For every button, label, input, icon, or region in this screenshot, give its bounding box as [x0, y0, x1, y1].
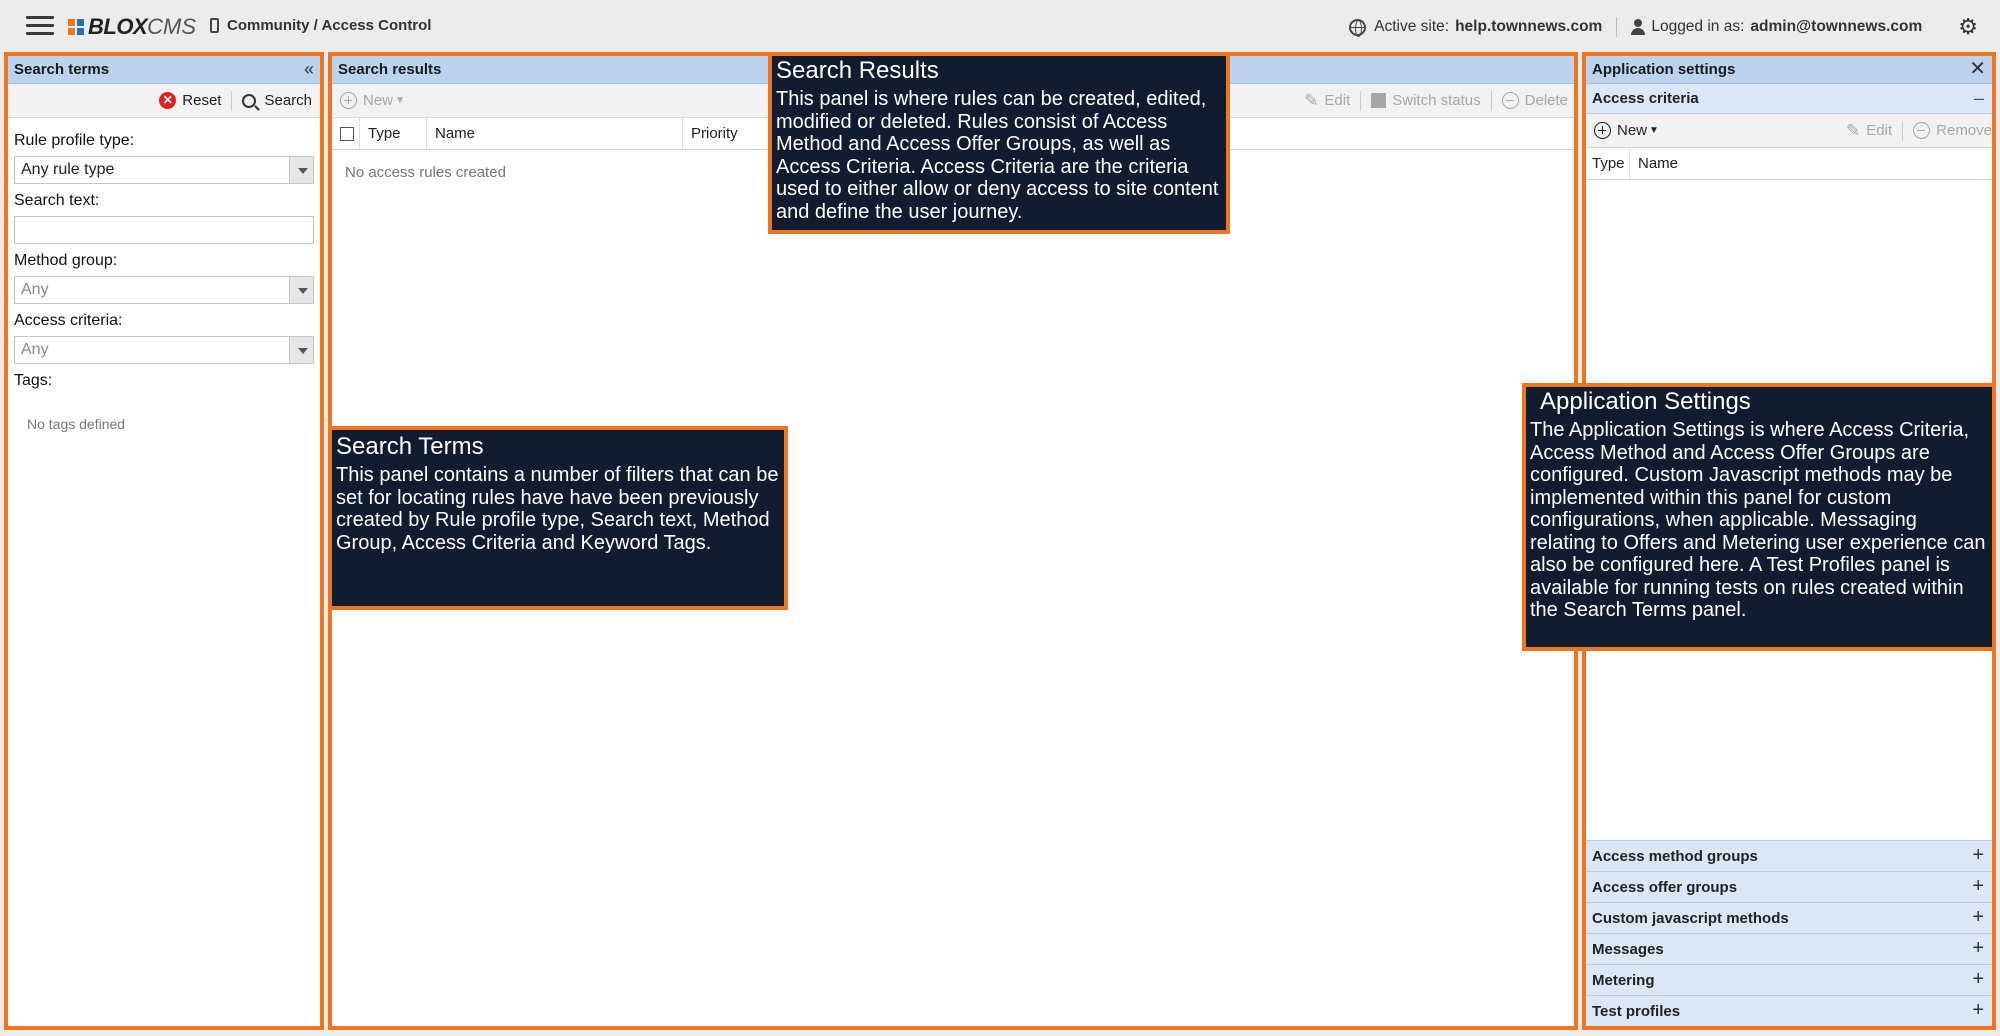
chevron-down-icon[interactable] [289, 157, 313, 183]
column-header-name[interactable]: Name [427, 118, 683, 149]
expand-icon[interactable]: + [1972, 906, 1984, 928]
access-criteria-title: Access criteria [1592, 90, 1699, 107]
expand-icon[interactable]: + [1972, 937, 1984, 959]
globe-icon [1349, 19, 1366, 36]
active-site-label: Active site: [1374, 18, 1450, 35]
search-terms-callout [328, 426, 788, 610]
access-criteria-select[interactable] [14, 336, 314, 364]
close-icon[interactable]: ✕ [1969, 58, 1986, 80]
chevron-down-icon[interactable] [289, 277, 313, 303]
select-all-cell [332, 118, 360, 149]
add-circle-icon [340, 92, 357, 109]
expand-icon[interactable]: + [1972, 844, 1984, 866]
remove-label: Remove [1936, 122, 1992, 139]
column-header-priority[interactable]: Priority [683, 118, 803, 149]
method-group-value: Any [21, 281, 49, 298]
divider [1616, 17, 1617, 37]
pencil-icon: ✎ [1304, 90, 1319, 110]
remove-criteria-button[interactable] [1913, 122, 1992, 139]
caret-down-icon: ▼ [395, 95, 405, 106]
gear-icon[interactable]: ⚙ [1958, 14, 1978, 39]
mobile-device-icon [210, 18, 219, 33]
search-terms-form [8, 118, 320, 438]
switch-status-button[interactable] [1371, 92, 1480, 109]
active-site-value[interactable]: help.townnews.com [1455, 18, 1603, 35]
callout-title: Search Terms [336, 433, 484, 460]
criteria-grid-header [1586, 148, 1992, 180]
delete-rule-button[interactable] [1502, 92, 1568, 109]
brand-bold: BLOX [88, 14, 148, 39]
section-metering[interactable] [1586, 964, 1992, 995]
chevron-down-icon[interactable] [289, 337, 313, 363]
new-rule-button[interactable] [340, 92, 405, 109]
column-header-type[interactable]: Type [1586, 148, 1630, 179]
expand-icon[interactable]: + [1972, 875, 1984, 897]
toolbar-divider [231, 91, 232, 111]
switch-status-label: Switch status [1392, 92, 1481, 109]
search-text-label: Search text: [14, 192, 100, 209]
app-settings-title: Application settings [1592, 61, 1736, 78]
section-access-offer-groups[interactable] [1586, 871, 1992, 902]
app-settings-callout [1522, 383, 1996, 651]
logged-in-value[interactable]: admin@townnews.com [1750, 18, 1923, 35]
session-info [1349, 16, 1978, 38]
search-terms-panel [4, 52, 324, 1030]
section-label: Access offer groups [1592, 878, 1738, 896]
section-custom-javascript-methods[interactable] [1586, 902, 1992, 933]
search-terms-toolbar [8, 84, 320, 118]
method-group-select[interactable] [14, 276, 314, 304]
search-terms-title: Search terms [14, 61, 110, 78]
tags-empty-note: No tags defined [27, 416, 126, 432]
settings-sections [1586, 840, 1992, 1026]
logged-in-label: Logged in as: [1651, 18, 1745, 35]
toolbar-divider [1360, 91, 1361, 111]
callout-body: This panel is where rules can be created, edited, modified or deleted. Rules consist of Access Method and Access Offer Groups, as well as Access Criteria. Access Criteria are the criteria used to either allow or deny access to site content and define the user journey. [776, 88, 1219, 223]
hamburger-menu-icon[interactable] [26, 16, 54, 36]
collapse-left-icon[interactable]: « [303, 59, 314, 79]
toolbar-divider [1491, 91, 1492, 111]
search-icon [242, 94, 256, 108]
section-test-profiles[interactable] [1586, 995, 1992, 1026]
criteria-actions [1846, 114, 1992, 147]
expand-icon[interactable]: + [1972, 968, 1984, 990]
pencil-icon: ✎ [1846, 120, 1861, 140]
breadcrumb-text: Community / Access Control [227, 17, 432, 34]
rule-profile-select[interactable] [14, 156, 314, 184]
new-criteria-button[interactable] [1594, 122, 1659, 139]
search-text-input[interactable] [14, 216, 314, 244]
callout-title: Search Results [776, 57, 939, 84]
access-criteria-header[interactable] [1586, 84, 1992, 114]
breadcrumb [210, 17, 431, 34]
remove-circle-icon [1913, 122, 1930, 139]
access-criteria-value: Any [21, 341, 49, 358]
callout-body: The Application Settings is where Access Criteria, Access Method and Access Offer Groups are configured. Custom Javascript methods may be implemented within this panel for custom configurations, when applicable. Messaging relating to Offers and Metering user experience can also be configured here. A Test Profiles panel is available for running tests on rules created within the Search Terms panel. [1530, 419, 1986, 621]
caret-down-icon: ▼ [1649, 125, 1659, 136]
edit-criteria-button[interactable] [1846, 121, 1892, 141]
search-results-callout [768, 52, 1230, 234]
edit-label: Edit [1324, 92, 1351, 109]
expand-icon[interactable]: + [1972, 999, 1984, 1021]
reset-button[interactable] [159, 92, 221, 109]
new-label: New [1617, 122, 1648, 139]
section-label: Test profiles [1592, 1002, 1681, 1020]
collapse-icon[interactable]: – [1973, 88, 1984, 108]
results-empty-note: No access rules created [345, 164, 506, 181]
app-settings-header [1586, 56, 1992, 84]
add-circle-icon [1594, 122, 1611, 139]
section-label: Access method groups [1592, 847, 1758, 865]
reset-label: Reset [182, 92, 222, 109]
edit-label: Edit [1866, 122, 1893, 139]
section-label: Metering [1592, 971, 1655, 989]
search-button[interactable] [242, 92, 312, 109]
top-bar [0, 0, 2000, 52]
reset-icon: ✕ [159, 92, 176, 109]
remove-circle-icon [1502, 92, 1519, 109]
new-label: New [363, 92, 394, 109]
rule-profile-value: Any rule type [21, 161, 115, 178]
section-label: Messages [1592, 940, 1664, 958]
section-access-method-groups[interactable] [1586, 840, 1992, 871]
toolbar-divider [1902, 121, 1903, 141]
logo-mark-icon [68, 19, 86, 35]
method-group-label: Method group: [14, 252, 118, 269]
search-terms-header [8, 56, 320, 84]
status-square-icon [1371, 93, 1386, 108]
callout-title: Application Settings [1540, 388, 1751, 415]
user-icon [1631, 19, 1645, 35]
tags-label: Tags: [14, 372, 53, 389]
column-header-type[interactable]: Type [360, 118, 427, 149]
brand-light: CMS [147, 14, 197, 39]
section-label: Custom javascript methods [1592, 909, 1789, 927]
section-messages[interactable] [1586, 933, 1992, 964]
search-label: Search [264, 92, 312, 109]
callout-body: This panel contains a number of filters that can be set for locating rules have have been previously created by Rule profile type, Search text, Method Group, Access Criteria and Keyword Tags. [336, 464, 779, 554]
delete-label: Delete [1524, 92, 1568, 109]
access-criteria-label: Access criteria: [14, 312, 123, 329]
search-results-title: Search results [338, 61, 442, 78]
rule-profile-label: Rule profile type: [14, 132, 135, 149]
results-actions [1304, 84, 1568, 117]
select-all-checkbox[interactable] [340, 127, 354, 141]
bloxcms-logo[interactable] [68, 14, 196, 40]
edit-rule-button[interactable] [1304, 91, 1350, 111]
access-criteria-toolbar [1586, 114, 1992, 148]
column-header-name[interactable]: Name [1638, 155, 1679, 172]
